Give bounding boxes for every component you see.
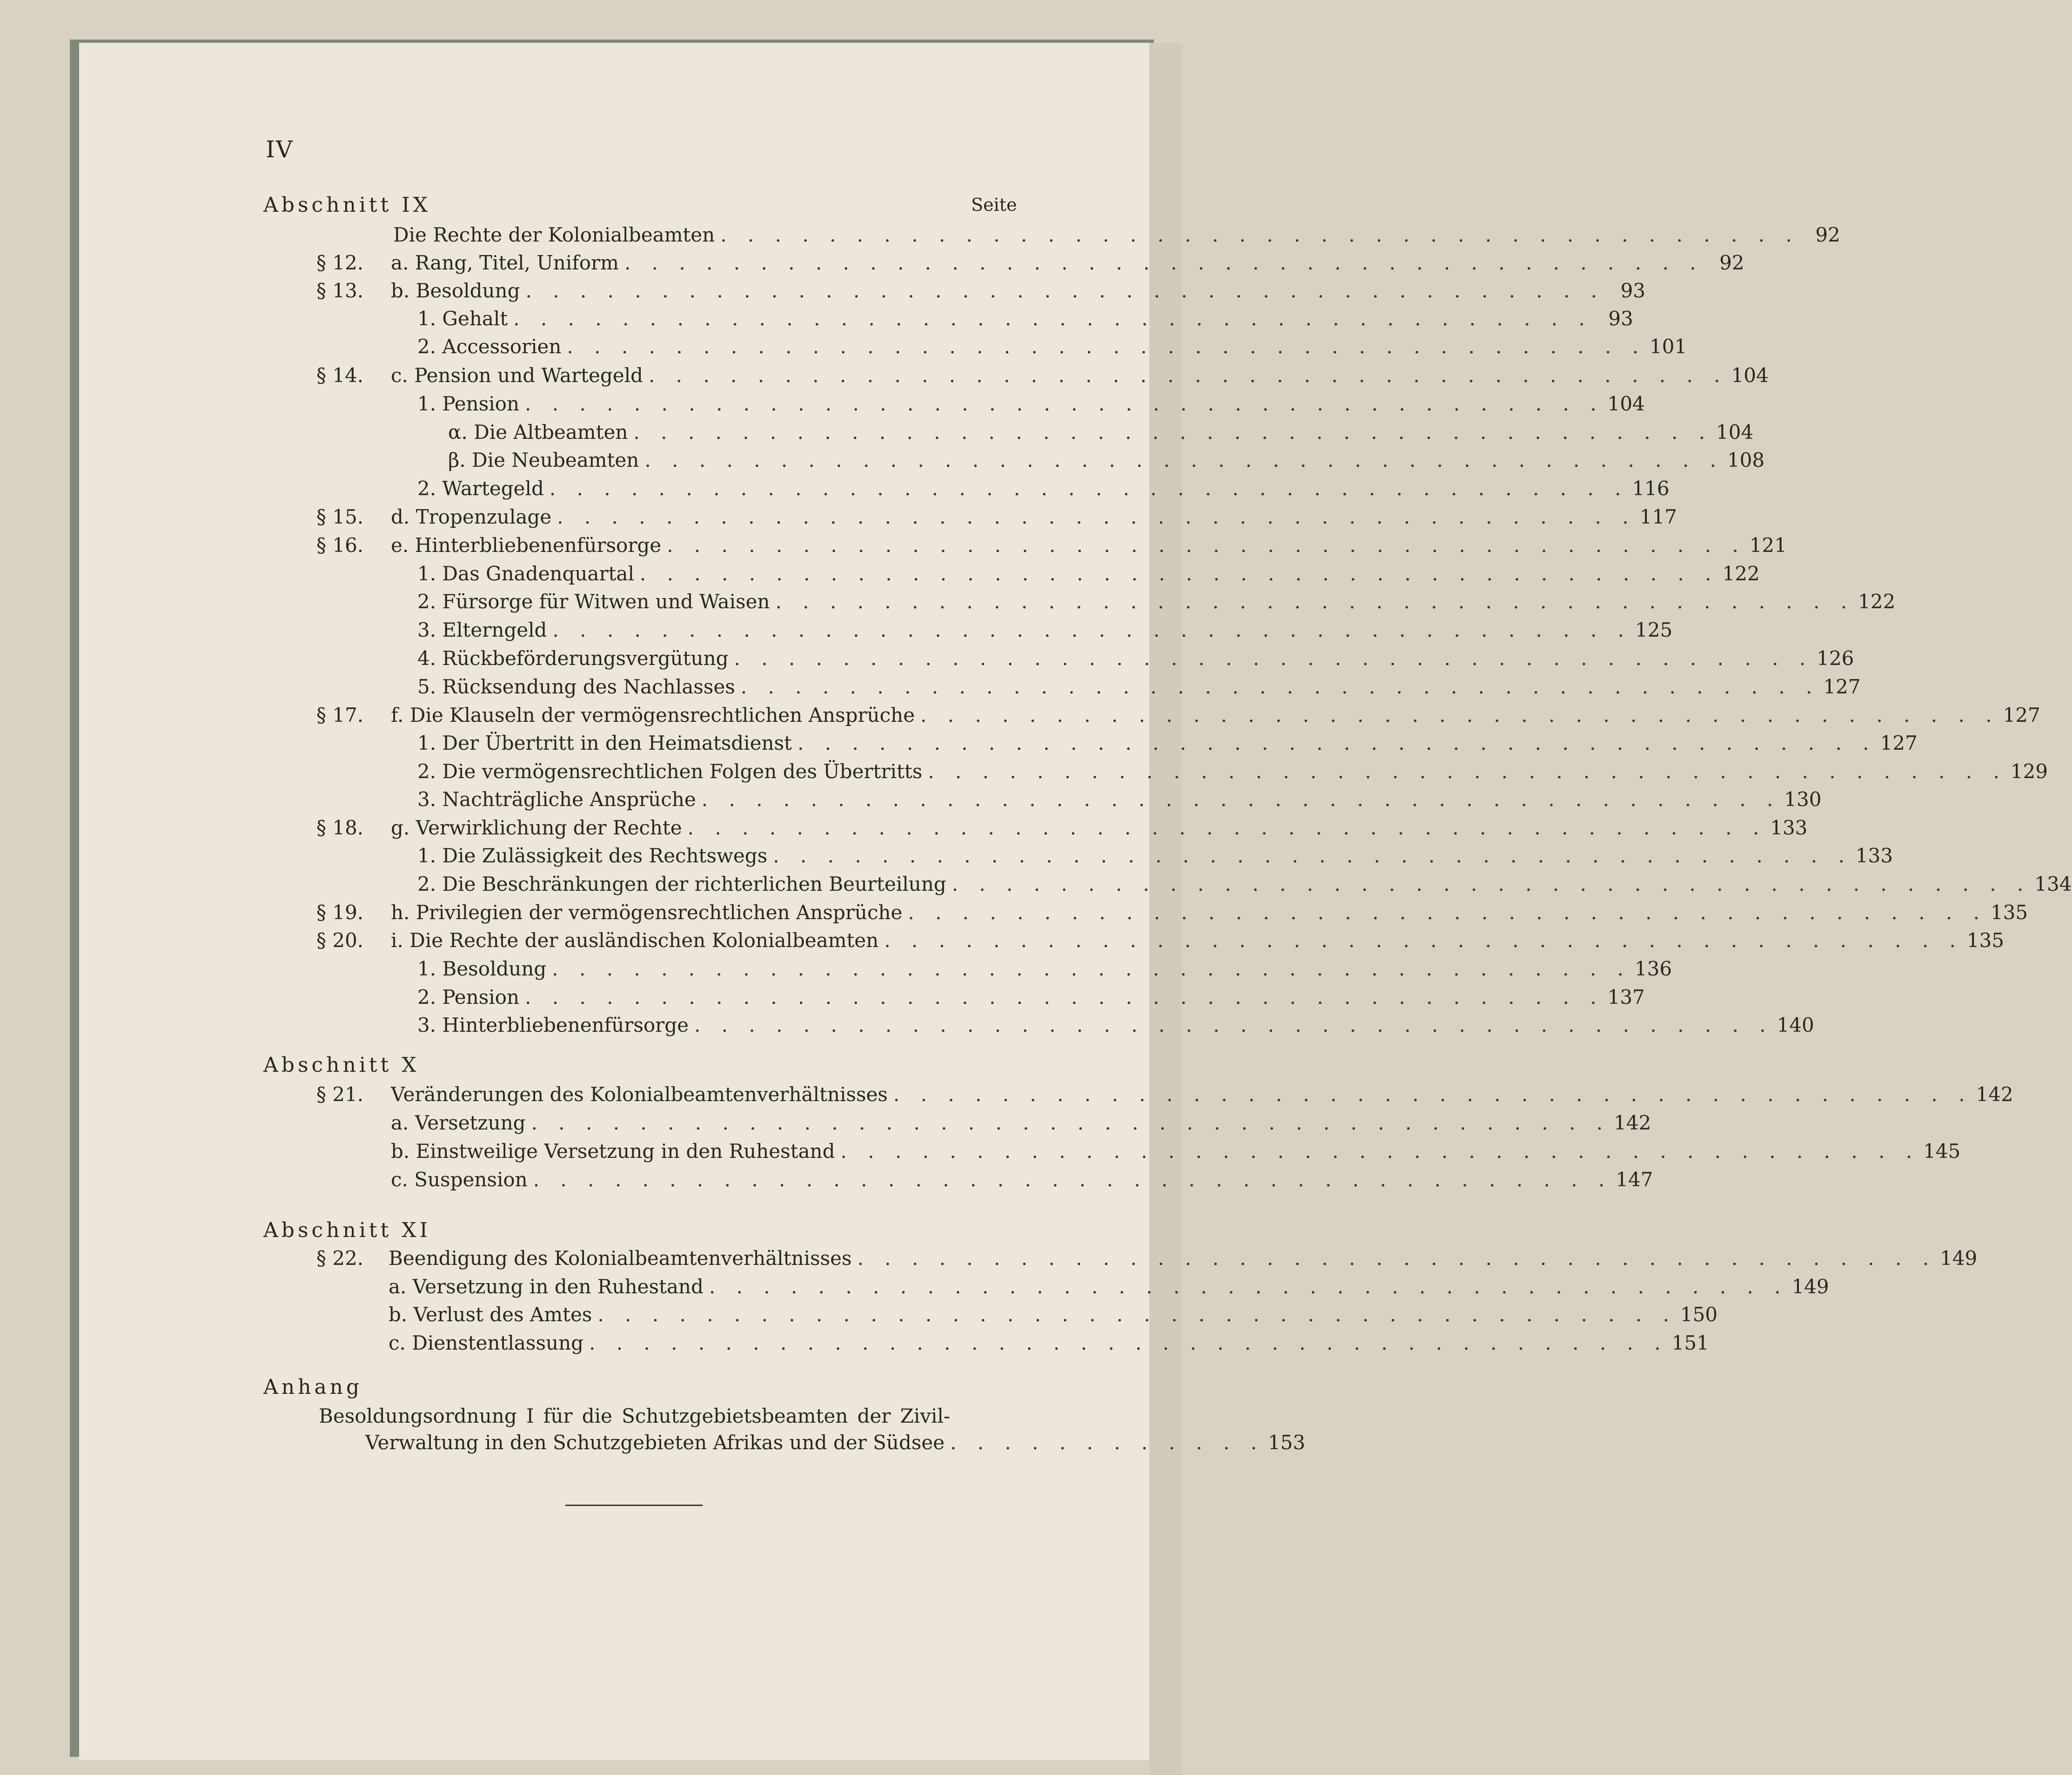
entry-title: 1. Pension (417, 392, 520, 415)
toc-entry (417, 619, 1673, 646)
toc-entry (389, 1303, 1718, 1331)
toc-entry (391, 364, 1769, 392)
leader-dots: . . . . . . . . . . . . . . . . . . . . . . . . . . . . . . . . . . . . . . . . (797, 732, 1877, 754)
entry-page: 125 (1635, 619, 1673, 641)
leader-dots: . . . . . . . . . . . . . . . . . . . . . . . . . . . . . . . . . . . . . . . . (920, 704, 1999, 726)
leader-dots: . . . . . . . . . . . . (950, 1431, 1265, 1454)
toc-entry (391, 1168, 1653, 1196)
leader-dots: . . . . . . . . . . . . . . . . . . . . . . . . . . . . . . . . . . . . . . . . (549, 477, 1629, 500)
entry-title: c. Suspension (391, 1168, 528, 1191)
leader-dots: . . . . . . . . . . . . . . . . . . . . . . . . . . . . . . . . . . . . . . . . (709, 1275, 1788, 1298)
entry-title: c. Pension und Wartegeld (391, 364, 643, 387)
toc-entry (391, 901, 2028, 929)
entry-page: 147 (1616, 1168, 1653, 1191)
leader-dots: . . . . . . . . . . . . . . . . . . . . . . . . . . . . . . . . . . . . . . . . (624, 251, 1703, 274)
leader-dots: . . . . . . . . . . . . . . . . . . . . . . . . . . . . . . . . . . . . . . . . (687, 816, 1767, 839)
entry-title: a. Versetzung (391, 1111, 526, 1134)
entry-page: 108 (1727, 449, 1765, 471)
leader-dots: . . . . . . . . . . . . . . . . . . . . . . . . . . . . . . . . . . . . . . . . (552, 619, 1632, 641)
entry-page: 117 (1639, 505, 1677, 528)
toc-entry (417, 477, 1670, 505)
section-heading-anhang: Anhang (263, 1375, 363, 1399)
entry-page: 149 (1791, 1275, 1829, 1298)
leader-dots: . . . . . . . . . . . . . . . . . . . . . . . . . . . . . . . . . . . . . . . . (720, 223, 1799, 246)
entry-page: 122 (1722, 562, 1760, 585)
leader-dots: . . . . . . . . . . . . . . . . . . . . . . . . . . . . . . . . . . . . . . . . (740, 675, 1820, 698)
entry-page: 133 (1855, 844, 1893, 867)
entry-title: 3. Hinterbliebenenfürsorge (417, 1014, 689, 1036)
entry-title: d. Tropenzulage (391, 505, 552, 528)
toc-entry (417, 957, 1672, 985)
entry-page: 136 (1635, 957, 1672, 980)
entry-page: 127 (1823, 675, 1861, 698)
entry-title: 2. Wartegeld (417, 477, 544, 500)
leader-dots: . . . . . . . . . . . . . . . . . . . . . . . . . . . . . . . . . . . . . . . . (525, 279, 1605, 302)
toc-entry (391, 704, 2040, 732)
entry-title: 2. Die vermögensrechtlichen Folgen des Übertritts (417, 760, 923, 783)
entry-page: 93 (1608, 307, 1633, 330)
entry-title: 3. Elterngeld (417, 619, 547, 641)
toc-entry (391, 1111, 1651, 1139)
seite-column-label: Seite (971, 195, 1017, 215)
anhang-line-1: Besoldungsordnung I für die Schutzgebietsbeamten der Zivil- (319, 1405, 950, 1427)
leader-dots: . . . . . . . . . . . . . . . . . . . . . . . . . . . . . . . . . . . . . . . . (884, 929, 1963, 952)
toc-entry (389, 1331, 1709, 1359)
toc-entry (417, 392, 1645, 420)
entry-page: 135 (1990, 901, 2028, 924)
entry-title: b. Einstweilige Versetzung in den Ruhestand (391, 1140, 835, 1163)
leader-dots: . . . . . . . . . . . . . . . . . . . . . . . . . . . . . . . . . . . . . . . . (893, 1083, 1972, 1106)
toc-entry (417, 647, 1854, 675)
toc-entry (391, 929, 2005, 957)
leader-dots: . . . . . . . . . . . . . . . . . . . . . . . . . . . . . . . . . . . . . . . . (701, 788, 1781, 811)
leader-dots: . . . . . . . . . . . . . . . . . . . . . . . . . . . . . . . . . . . . . . . . (694, 1014, 1773, 1036)
entry-page: 133 (1770, 816, 1808, 839)
leader-dots: . . . . . . . . . . . . . . . . . . . . . . . . . . . . . . . . . . . . . . . . (557, 505, 1636, 528)
toc-entry (391, 1083, 2013, 1111)
leader-dots: . . . . . . . . . . . . . . . . . . . . . . . . . . . . . . . . . . . . . . . . (552, 957, 1631, 980)
leader-dots: . . . . . . . . . . . . . . . . . . . . . . . . . . . . . . . . . . . . . . . . (513, 307, 1592, 330)
leader-dots: . . . . . . . . . . . . . . . . . . . . . . . . . . . . . . . . . . . . . . . . (773, 844, 1852, 867)
closing-rule (565, 1505, 703, 1506)
entry-page: 151 (1671, 1331, 1709, 1354)
entry-page: 126 (1817, 647, 1854, 670)
entry-title: 1. Der Übertritt in den Heimatsdienst (417, 732, 792, 754)
entry-title: 1. Besoldung (417, 957, 547, 980)
paragraph-number: § 12. (316, 251, 364, 274)
leader-dots: . . . . . . . . . . . . . . . . . . . . . . . . . . . . . . . . . . . . . . . . (589, 1331, 1668, 1354)
entry-page: 142 (1976, 1083, 2013, 1106)
paragraph-number: § 19. (316, 901, 364, 924)
entry-title: 4. Rückbeförderungsvergütung (417, 647, 729, 670)
toc-entry (417, 760, 2048, 788)
section-heading-x: Abschnitt X (263, 1053, 420, 1077)
entry-page: 150 (1680, 1303, 1718, 1326)
toc-entry (448, 421, 1754, 449)
toc-entry (391, 534, 1787, 562)
entry-title: f. Die Klauseln der vermögensrechtlichen Ansprüche (391, 704, 915, 726)
paragraph-number: § 16. (316, 534, 364, 557)
entry-page: 104 (1731, 364, 1769, 387)
paragraph-number: § 18. (316, 816, 364, 839)
leader-dots: . . . . . . . . . . . . . . . . . . . . . . . . . . . . . . . . . . . . . . . . (667, 534, 1746, 557)
entry-title: Die Rechte der Kolonialbeamten (393, 223, 715, 246)
leader-dots: . . . . . . . . . . . . . . . . . . . . . . . . . . . . . . . . . . . . . . . . (734, 647, 1813, 670)
leader-dots: . . . . . . . . . . . . . . . . . . . . . . . . . . . . . . . . . . . . . . . . (840, 1140, 1920, 1163)
entry-page: 137 (1607, 986, 1645, 1009)
entry-title: b. Verlust des Amtes (389, 1303, 592, 1326)
toc-entry (391, 505, 1677, 533)
leader-dots: . . . . . . . . . . . . . . . . . . . . . . . . . . . . . . . . . . . . . . . . (533, 1168, 1612, 1191)
leader-dots: . . . . . . . . . . . . . . . . . . . . . . . . . . . . . . . . . . . . . . . . (639, 562, 1719, 585)
entry-page: 121 (1749, 534, 1787, 557)
entry-title: 1. Die Zulässigkeit des Rechtswegs (417, 844, 768, 867)
entry-title: e. Hinterbliebenenfürsorge (391, 534, 662, 557)
leader-dots: . . . . . . . . . . . . . . . . . . . . . . . . . . . . . . . . . . . . . . . . (597, 1303, 1677, 1326)
toc-entry (417, 590, 1896, 618)
entry-title: Veränderungen des Kolonialbeamtenverhältnisses (391, 1083, 888, 1106)
entry-page: 92 (1815, 223, 1840, 246)
entry-page: 122 (1858, 590, 1896, 613)
entry-page: 130 (1784, 788, 1822, 811)
entry-title: g. Verwirklichung der Rechte (391, 816, 682, 839)
anhang-line-2: Verwaltung in den Schutzgebieten Afrikas und der Südsee (365, 1431, 945, 1454)
leader-dots: . . . . . . . . . . . . . . . . . . . . . . . . . . . . . . . . . . . . . . . . (644, 449, 1724, 471)
toc-entry (389, 1247, 1978, 1275)
entry-title: 2. Accessorien (417, 335, 562, 358)
leader-dots: . . . . . . . . . . . . . . . . . . . . . . . . . . . . . . . . . . . . . . . . (775, 590, 1855, 613)
toc-entry (417, 873, 2072, 901)
toc-entry (417, 732, 1918, 760)
leader-dots: . . . . . . . . . . . . . . . . . . . . . . . . . . . . . . . . . . . . . . . . (525, 986, 1604, 1009)
leader-dots: . . . . . . . . . . . . . . . . . . . . . . . . . . . . . . . . . . . . . . . . (531, 1111, 1610, 1134)
entry-title: a. Rang, Titel, Uniform (391, 251, 619, 274)
entry-title: Beendigung des Kolonialbeamtenverhältnisses (389, 1247, 852, 1270)
anhang-page: 153 (1268, 1431, 1306, 1454)
toc-entry (417, 788, 1822, 816)
toc-entry (391, 1140, 1961, 1168)
entry-title: 5. Rücksendung des Nachlasses (417, 675, 735, 698)
leader-dots: . . . . . . . . . . . . . . . . . . . . . . . . . . . . . . . . . . . . . . . . (633, 421, 1713, 444)
entry-page: 149 (1940, 1247, 1978, 1270)
entry-page: 127 (2003, 704, 2040, 726)
entry-title: b. Besoldung (391, 279, 520, 302)
entry-page: 116 (1632, 477, 1670, 500)
entry-title: 2. Fürsorge für Witwen und Waisen (417, 590, 770, 613)
entry-page: 134 (2034, 873, 2072, 895)
toc-entry (391, 279, 1646, 307)
entry-title: α. Die Altbeamten (448, 421, 628, 444)
toc-entry (417, 562, 1760, 590)
entry-title: c. Dienstentlassung (389, 1331, 584, 1354)
toc-entry (448, 449, 1765, 477)
toc-entry (417, 844, 1893, 872)
entry-title: h. Privilegien der vermögensrechtlichen Ansprüche (391, 901, 903, 924)
entry-page: 101 (1650, 335, 1687, 358)
entry-title: 2. Pension (417, 986, 520, 1009)
entry-title: a. Versetzung in den Ruhestand (389, 1275, 704, 1298)
leader-dots: . . . . . . . . . . . . . . . . . . . . . . . . . . . . . . . . . . . . . . . . (908, 901, 1987, 924)
paragraph-number: § 21. (316, 1083, 364, 1106)
paragraph-number: § 22. (316, 1247, 364, 1270)
toc-entry (417, 335, 1687, 363)
entry-title: 2. Die Beschränkungen der richterlichen Beurteilung (417, 873, 946, 895)
entry-page: 93 (1620, 279, 1646, 302)
entry-page: 140 (1777, 1014, 1814, 1036)
toc-entry (391, 251, 1744, 279)
toc-entry (389, 1275, 1829, 1303)
section-heading-ix: Abschnitt IX (263, 193, 431, 217)
entry-title: β. Die Neubeamten (448, 449, 639, 471)
paragraph-number: § 15. (316, 505, 364, 528)
paragraph-number: § 13. (316, 279, 364, 302)
entry-title: i. Die Rechte der ausländischen Kolonialbeamten (391, 929, 879, 952)
leader-dots: . . . . . . . . . . . . . . . . . . . . . . . . . . . . . . . . . . . . . . . . (567, 335, 1646, 358)
leader-dots: . . . . . . . . . . . . . . . . . . . . . . . . . . . . . . . . . . . . . . . . (952, 873, 2031, 895)
paragraph-number: § 20. (316, 929, 364, 952)
entry-page: 127 (1880, 732, 1918, 754)
entry-page: 145 (1923, 1140, 1961, 1163)
entry-page: 104 (1607, 392, 1645, 415)
toc-entry (417, 307, 1633, 335)
toc-entry (417, 675, 1861, 703)
toc-entry (417, 986, 1645, 1014)
entry-page: 129 (2010, 760, 2048, 783)
page-number: IV (266, 136, 294, 163)
entry-page: 92 (1719, 251, 1744, 274)
entry-title: 1. Das Gnadenquartal (417, 562, 634, 585)
entry-title: 3. Nachträgliche Ansprüche (417, 788, 696, 811)
section-heading-xi: Abschnitt XI (263, 1218, 431, 1242)
toc-entry (393, 223, 1840, 251)
leader-dots: . . . . . . . . . . . . . . . . . . . . . . . . . . . . . . . . . . . . . . . . (525, 392, 1604, 415)
paragraph-number: § 17. (316, 704, 364, 726)
toc-entry (417, 1014, 1814, 1042)
entry-page: 135 (1966, 929, 2005, 952)
entry-title: 1. Gehalt (417, 307, 508, 330)
leader-dots: . . . . . . . . . . . . . . . . . . . . . . . . . . . . . . . . . . . . . . . . (928, 760, 2007, 783)
leader-dots: . . . . . . . . . . . . . . . . . . . . . . . . . . . . . . . . . . . . . . . . (857, 1247, 1937, 1270)
paragraph-number: § 14. (316, 364, 364, 387)
leader-dots: . . . . . . . . . . . . . . . . . . . . . . . . . . . . . . . . . . . . . . . . (648, 364, 1728, 387)
entry-page: 142 (1614, 1111, 1651, 1134)
anhang-entry (365, 1431, 1306, 1459)
toc-entry (391, 816, 1808, 844)
entry-page: 104 (1716, 421, 1754, 444)
